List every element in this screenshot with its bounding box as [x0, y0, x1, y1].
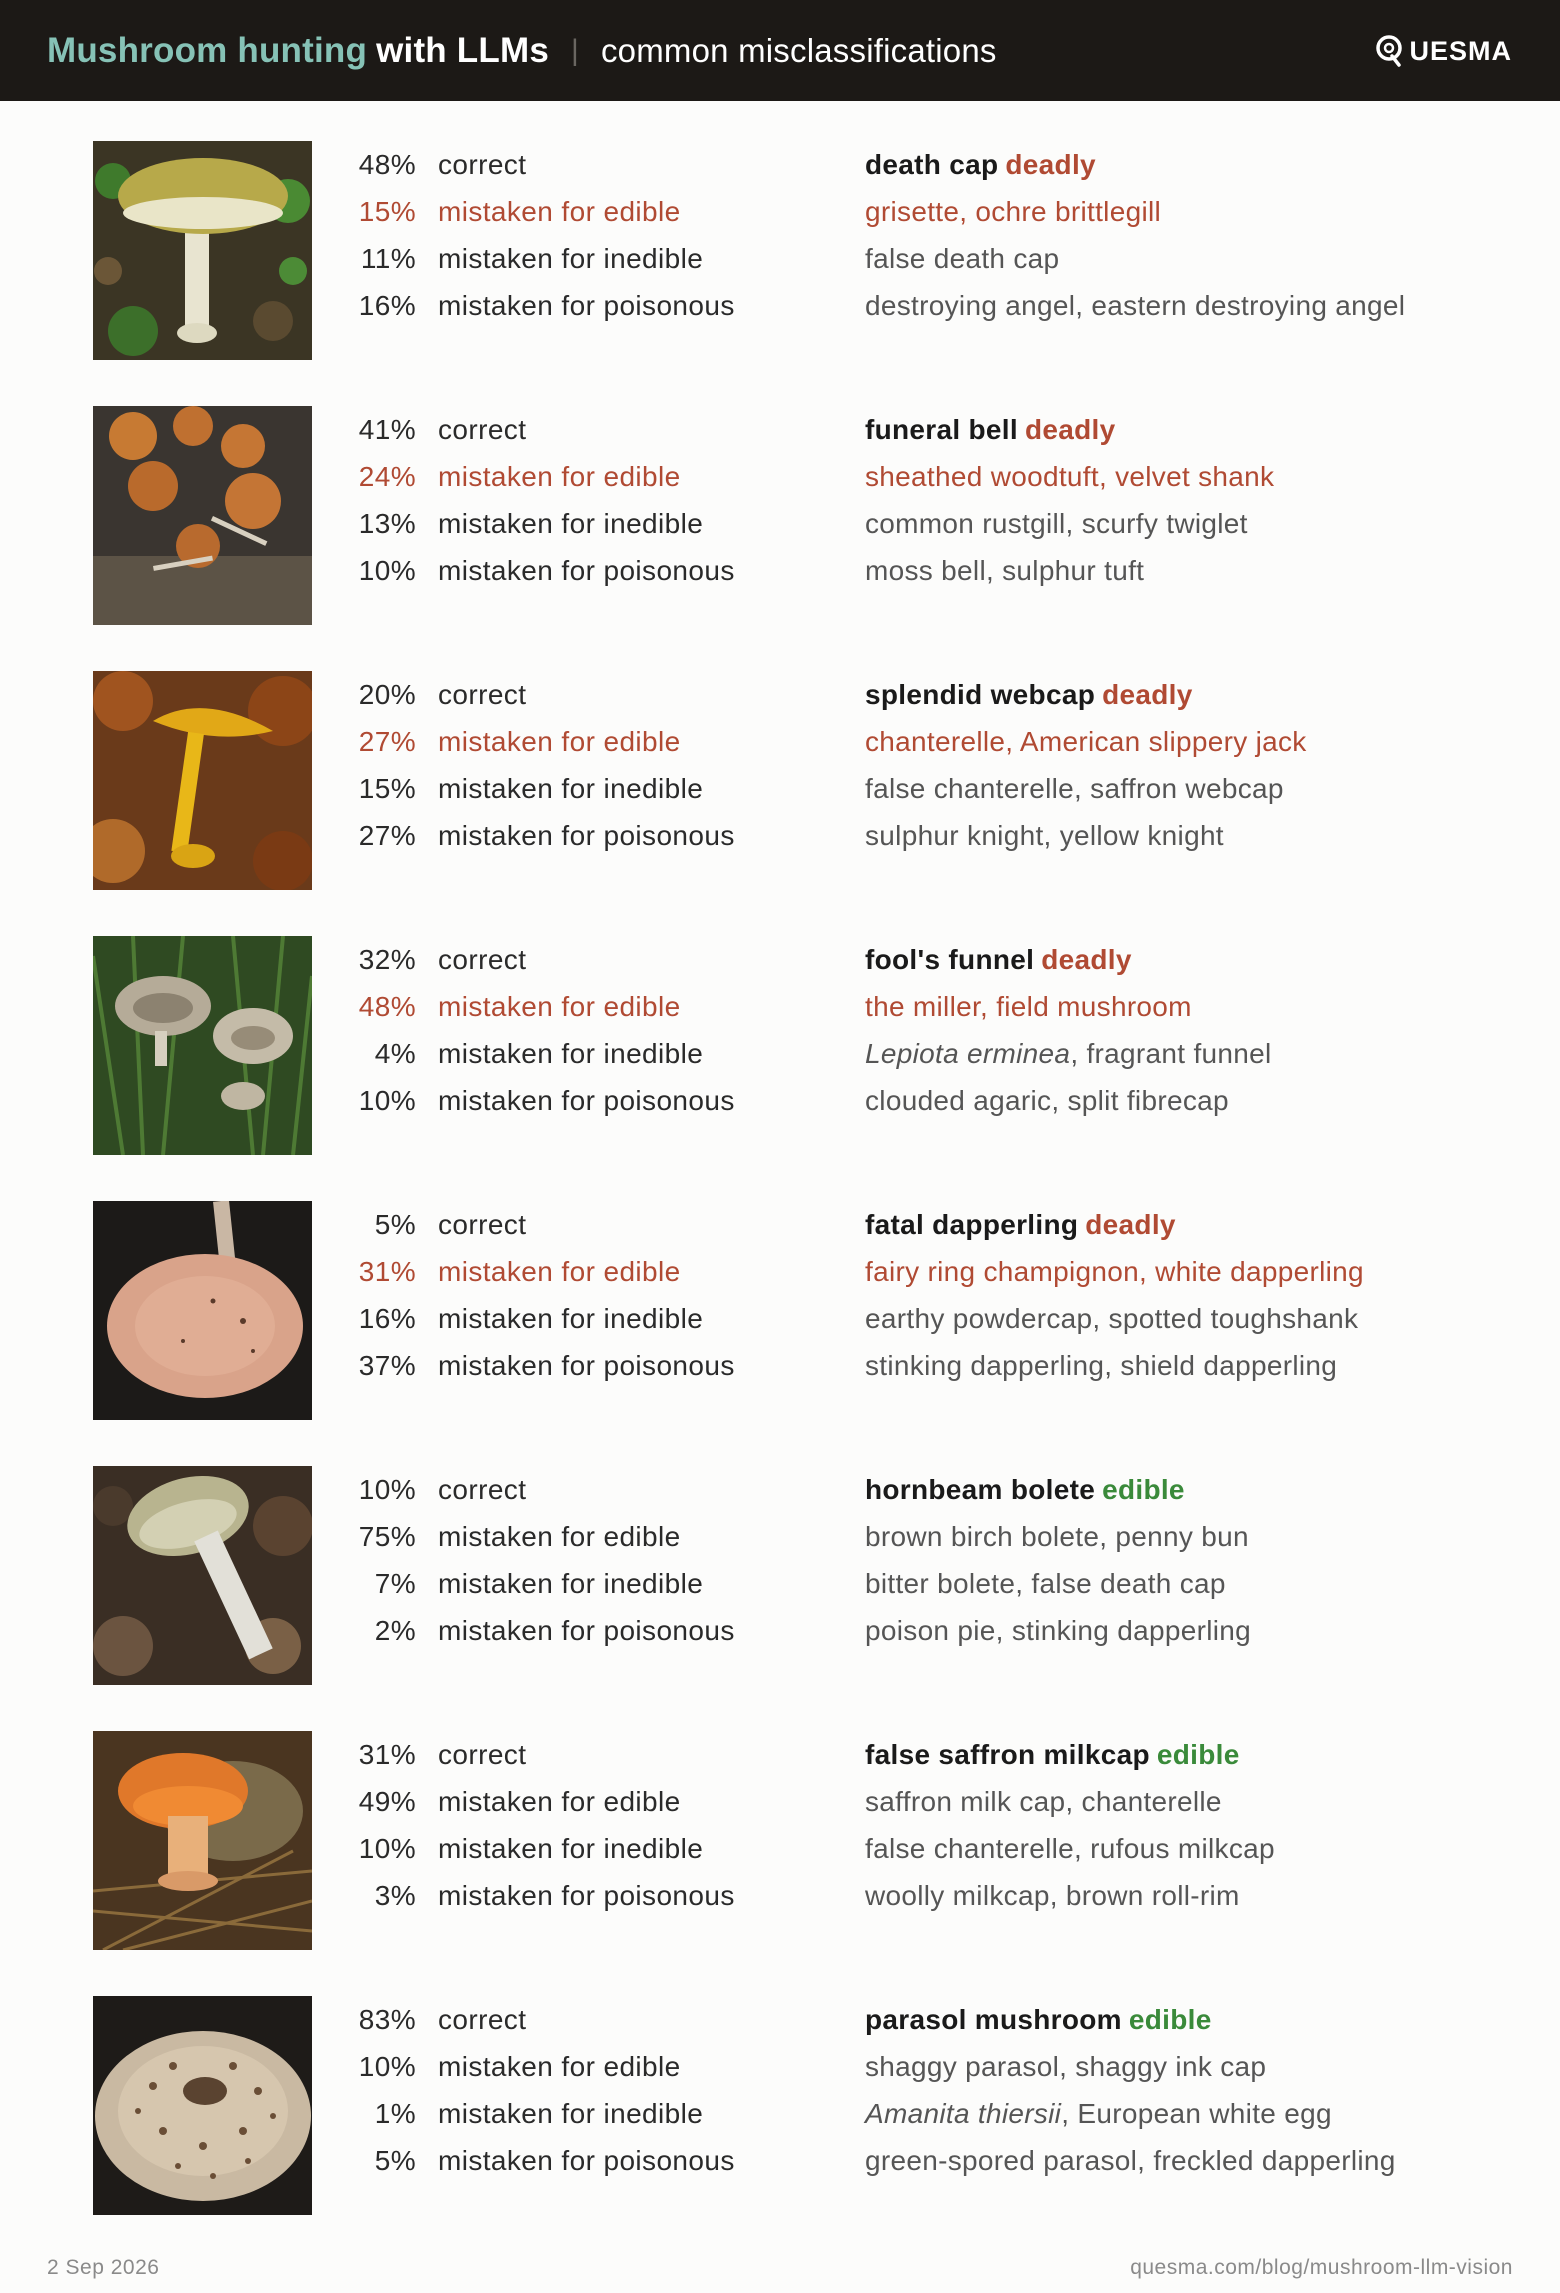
stat-edible — [350, 2043, 770, 2090]
edible-confusions: fairy ring champignon, white dapperling — [865, 1255, 1364, 1287]
stat-label: mistaken for poisonous — [438, 1614, 735, 1646]
species-italic: Lepiota erminea — [865, 1037, 1071, 1069]
stat-inedible — [350, 1030, 770, 1077]
stat-poisonous — [350, 2137, 770, 2184]
mushroom-photo — [93, 936, 312, 1155]
stat-correct — [350, 1201, 770, 1248]
inedible-confusions: bitter bolete, false death cap — [865, 1567, 1226, 1599]
stat-percent: 10% — [358, 554, 416, 586]
stat-percent: 2% — [374, 1614, 416, 1646]
mushroom-photo — [93, 1201, 312, 1420]
stat-percent: 83% — [358, 2003, 416, 2035]
title-separator: | — [570, 33, 579, 67]
stat-correct — [350, 936, 770, 983]
stat-percent: 49% — [358, 1785, 416, 1817]
stat-correct — [350, 1996, 770, 2043]
stat-poisonous — [350, 1872, 770, 1919]
stat-percent: 13% — [358, 507, 416, 539]
inedible-confusions: false chanterelle, saffron webcap — [865, 772, 1284, 804]
stat-inedible — [350, 765, 770, 812]
poisonous-confusions: destroying angel, eastern destroying angel — [865, 289, 1406, 321]
stat-label: correct — [438, 943, 527, 975]
stat-edible — [350, 188, 770, 235]
mushroom-row — [0, 1731, 1560, 1951]
stat-label: correct — [438, 413, 527, 445]
inedible-confusions: false death cap — [865, 242, 1060, 274]
species-name: death cap — [865, 148, 999, 180]
stat-edible — [350, 1778, 770, 1825]
stat-poisonous — [350, 812, 770, 859]
mushroom-photo — [93, 671, 312, 890]
mushroom-row — [0, 671, 1560, 891]
mushroom-row — [0, 1466, 1560, 1686]
stat-edible — [350, 1248, 770, 1295]
stat-label: correct — [438, 148, 527, 180]
stat-label: mistaken for edible — [438, 460, 681, 492]
stat-label: correct — [438, 2003, 527, 2035]
page-title — [47, 0, 997, 101]
stat-label: mistaken for inedible — [438, 1302, 704, 1334]
footer-url[interactable]: quesma.com/blog/mushroom-llm-vision — [1130, 2256, 1513, 2279]
species-tag: deadly — [1102, 678, 1193, 710]
stat-label: correct — [438, 1738, 527, 1770]
stat-inedible — [350, 1295, 770, 1342]
species-name: funeral bell — [865, 413, 1018, 445]
stat-percent: 10% — [358, 1084, 416, 1116]
stat-label: mistaken for poisonous — [438, 1879, 735, 1911]
stat-inedible — [350, 1560, 770, 1607]
stat-percent: 20% — [358, 678, 416, 710]
stat-percent: 37% — [358, 1349, 416, 1381]
species-tag: deadly — [1024, 413, 1116, 445]
edible-confusions: chanterelle, American slippery jack — [865, 725, 1307, 757]
stat-percent: 5% — [374, 2144, 416, 2176]
mushroom-row — [0, 406, 1560, 626]
species-name: hornbeam bolete — [865, 1473, 1096, 1505]
page-subtitle: common misclassifications — [600, 31, 997, 69]
stat-inedible — [350, 500, 770, 547]
stat-label: mistaken for edible — [438, 1520, 681, 1552]
mushroom-row — [0, 1996, 1560, 2216]
stat-correct — [350, 141, 770, 188]
logo-text: UESMA — [1409, 35, 1512, 66]
stat-correct — [350, 406, 770, 453]
stat-correct — [350, 671, 770, 718]
stat-label: mistaken for poisonous — [438, 289, 735, 321]
stat-label: mistaken for poisonous — [438, 1084, 735, 1116]
stat-label: mistaken for edible — [438, 1785, 681, 1817]
stat-label: mistaken for inedible — [438, 2097, 704, 2129]
stat-inedible — [350, 1825, 770, 1872]
stat-percent: 15% — [358, 195, 416, 227]
species-tag: deadly — [1005, 148, 1096, 180]
stat-label: mistaken for poisonous — [438, 2144, 735, 2176]
poisonous-confusions: stinking dapperling, shield dapperling — [865, 1349, 1338, 1381]
species-name: false saffron milkcap — [865, 1738, 1150, 1770]
stat-percent: 10% — [358, 2050, 416, 2082]
species-name: splendid webcap — [865, 678, 1096, 710]
inedible-confusions: common rustgill, scurfy twiglet — [865, 507, 1248, 539]
edible-confusions: saffron milk cap, chanterelle — [865, 1785, 1222, 1817]
stat-percent: 16% — [358, 1302, 416, 1334]
stat-percent: 32% — [358, 943, 416, 975]
species-name: fool's funnel — [865, 943, 1035, 975]
quesma-logo[interactable] — [1375, 30, 1512, 72]
stat-edible — [350, 718, 770, 765]
stat-percent: 15% — [358, 772, 416, 804]
stat-percent: 11% — [360, 242, 416, 274]
species-tag: edible — [1128, 2003, 1212, 2035]
species-rest: , European white egg — [1061, 2097, 1332, 2129]
stat-percent: 75% — [358, 1520, 416, 1552]
mushroom-photo — [93, 1996, 312, 2215]
stat-percent: 48% — [358, 990, 416, 1022]
stat-label: mistaken for edible — [438, 195, 681, 227]
stat-percent: 24% — [358, 460, 416, 492]
species-name: parasol mushroom — [865, 2003, 1122, 2035]
title-part1: Mushroom hunting — [47, 30, 368, 70]
edible-confusions: grisette, ochre brittlegill — [865, 195, 1162, 227]
header-bar — [0, 0, 1560, 101]
species-title — [865, 141, 1545, 188]
stat-percent: 27% — [358, 819, 416, 851]
species-title — [865, 671, 1545, 718]
stat-label: correct — [438, 678, 527, 710]
species-tag: edible — [1156, 1738, 1240, 1770]
inedible-confusions — [865, 2090, 1545, 2137]
mushroom-photo — [93, 141, 312, 360]
stat-edible — [350, 983, 770, 1030]
logo-q-icon — [1375, 34, 1405, 68]
stat-percent: 27% — [358, 725, 416, 757]
mushroom-row — [0, 1201, 1560, 1421]
stat-correct — [350, 1466, 770, 1513]
stat-label: mistaken for edible — [438, 1255, 681, 1287]
stat-percent: 1% — [374, 2097, 416, 2129]
edible-confusions: brown birch bolete, penny bun — [865, 1520, 1249, 1552]
species-italic: Amanita thiersii — [865, 2097, 1062, 2129]
poisonous-confusions: sulphur knight, yellow knight — [865, 819, 1224, 851]
stat-label: mistaken for inedible — [438, 507, 704, 539]
stat-percent: 31% — [358, 1255, 416, 1287]
edible-confusions: shaggy parasol, shaggy ink cap — [865, 2050, 1267, 2082]
species-tag: deadly — [1085, 1208, 1176, 1240]
species-title — [865, 1466, 1545, 1513]
stat-label: mistaken for edible — [438, 990, 681, 1022]
species-title — [865, 1201, 1545, 1248]
stat-poisonous — [350, 1342, 770, 1389]
stat-label: mistaken for edible — [438, 2050, 681, 2082]
stat-percent: 5% — [374, 1208, 416, 1240]
stat-label: mistaken for inedible — [438, 242, 704, 274]
stat-label: mistaken for inedible — [438, 1832, 704, 1864]
stat-inedible — [350, 235, 770, 282]
stat-label: correct — [438, 1208, 527, 1240]
stat-label: mistaken for inedible — [438, 1567, 704, 1599]
stat-percent: 48% — [358, 148, 416, 180]
species-name: fatal dapperling — [865, 1208, 1079, 1240]
species-title — [865, 936, 1545, 983]
species-tag: edible — [1102, 1473, 1185, 1505]
stat-percent: 7% — [374, 1567, 416, 1599]
footer-date: 2 Sep 2026 — [47, 2256, 160, 2279]
stat-label: mistaken for inedible — [438, 1037, 704, 1069]
stat-percent: 10% — [358, 1832, 416, 1864]
stat-label: mistaken for inedible — [438, 772, 704, 804]
poisonous-confusions: green-spored parasol, freckled dapperling — [865, 2144, 1396, 2176]
mushroom-row — [0, 936, 1560, 1156]
mushroom-photo — [93, 1466, 312, 1685]
poisonous-confusions: moss bell, sulphur tuft — [865, 554, 1145, 586]
species-title — [865, 1731, 1545, 1778]
mushroom-photo — [93, 1731, 312, 1950]
poisonous-confusions: woolly milkcap, brown roll-rim — [865, 1879, 1240, 1911]
poisonous-confusions: clouded agaric, split fibrecap — [865, 1084, 1229, 1116]
mushroom-photo — [93, 406, 312, 625]
stat-correct — [350, 1731, 770, 1778]
inedible-confusions — [865, 1030, 1545, 1077]
stat-poisonous — [350, 282, 770, 329]
stat-percent: 4% — [374, 1037, 416, 1069]
species-tag: deadly — [1041, 943, 1132, 975]
edible-confusions: the miller, field mushroom — [865, 990, 1192, 1022]
stat-label: mistaken for poisonous — [438, 819, 735, 851]
stat-percent: 41% — [358, 413, 416, 445]
stat-label: correct — [438, 1473, 527, 1505]
edible-confusions: sheathed woodtuft, velvet shank — [865, 460, 1275, 492]
inedible-confusions: earthy powdercap, spotted toughshank — [865, 1302, 1359, 1334]
stat-label: mistaken for poisonous — [438, 554, 735, 586]
stat-poisonous — [350, 1607, 770, 1654]
title-part2: with LLMs — [376, 30, 549, 70]
stat-percent: 16% — [358, 289, 416, 321]
stat-percent: 10% — [358, 1473, 416, 1505]
stat-percent: 31% — [358, 1738, 416, 1770]
mushroom-row — [0, 141, 1560, 361]
poisonous-confusions: poison pie, stinking dapperling — [865, 1614, 1252, 1646]
species-title — [865, 1996, 1545, 2043]
species-rest: , fragrant funnel — [1070, 1037, 1272, 1069]
stat-percent: 3% — [374, 1879, 416, 1911]
stat-edible — [350, 1513, 770, 1560]
stat-label: mistaken for poisonous — [438, 1349, 735, 1381]
stat-poisonous — [350, 1077, 770, 1124]
species-title — [865, 406, 1545, 453]
stat-inedible — [350, 2090, 770, 2137]
stat-poisonous — [350, 547, 770, 594]
stat-edible — [350, 453, 770, 500]
stat-label: mistaken for edible — [438, 725, 681, 757]
inedible-confusions: false chanterelle, rufous milkcap — [865, 1832, 1275, 1864]
